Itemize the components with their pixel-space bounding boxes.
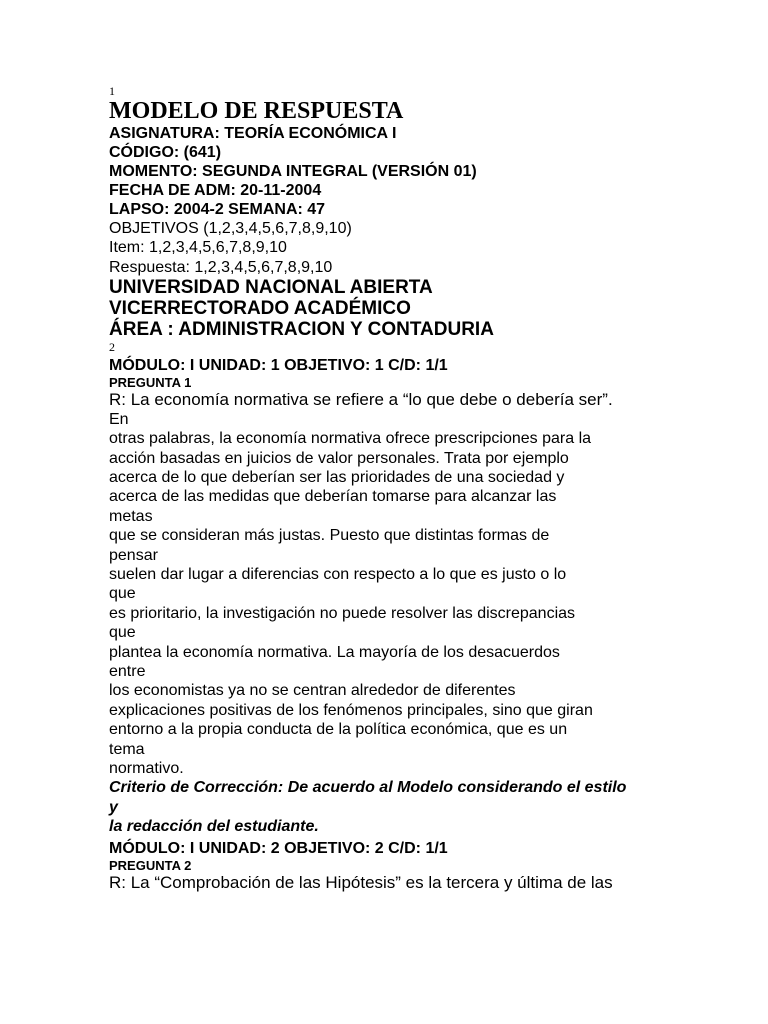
q1-answer-line: R: La economía normativa se refiere a “lo que debe o debería ser”. — [109, 390, 613, 410]
page-number: 1 — [109, 84, 115, 98]
q1-answer-line: acerca de las medidas que deberían tomarse para alcanzar las — [109, 488, 557, 506]
q2-modulo-heading: MÓDULO: I UNIDAD: 2 OBJETIVO: 2 C/D: 1/1 — [109, 839, 448, 857]
codigo-line: CÓDIGO: (641) — [109, 144, 222, 161]
q2-pregunta-label: PREGUNTA 2 — [109, 857, 192, 873]
q1-answer-line: En — [109, 410, 129, 428]
q1-answer-line: es prioritario, la investigación no puede resolver las discrepancias — [109, 604, 576, 622]
q1-answer-line: los economistas ya no se centran alrededor de diferentes — [109, 682, 516, 700]
q1-answer-line: explicaciones positivas de los fenómenos principales, sino que giran — [109, 701, 593, 719]
lapso-line: LAPSO: 2004-2 SEMANA: 47 — [109, 201, 326, 218]
document-title: MODELO DE RESPUESTA — [109, 98, 404, 124]
q1-answer-line: tema — [109, 740, 145, 758]
q2-answer-line: R: La “Comprobación de las Hipótesis” es la tercera y última de las — [109, 872, 613, 892]
q1-modulo-heading: MÓDULO: I UNIDAD: 1 OBJETIVO: 1 C/D: 1/1 — [109, 357, 448, 375]
document-content — [109, 84, 669, 892]
q1-answer-line: acción basadas en juicios de valor personales. Trata por ejemplo — [109, 449, 569, 467]
fecha-line: FECHA DE ADM: 20-11-2004 — [109, 182, 322, 199]
q1-answer-line: plantea la economía normativa. La mayoría de los desacuerdos — [109, 643, 560, 661]
q1-answer-line: acerca de lo que deberían ser las prioridades de una sociedad y — [109, 468, 565, 486]
respuesta-line: Respuesta: 1,2,3,4,5,6,7,8,9,10 — [109, 258, 333, 276]
q1-pregunta-label: PREGUNTA 1 — [109, 375, 192, 391]
asignatura-line: ASIGNATURA: TEORÍA ECONÓMICA I — [109, 125, 397, 142]
item-line: Item: 1,2,3,4,5,6,7,8,9,10 — [109, 239, 287, 257]
objetivos-line: OBJETIVOS (1,2,3,4,5,6,7,8,9,10) — [109, 220, 352, 237]
q1-answer-line: que se consideran más justas. Puesto que distintas formas de — [109, 527, 550, 545]
q1-answer-line: entre — [109, 663, 146, 680]
q1-answer-line: pensar — [109, 546, 158, 564]
q1-answer-line: metas — [109, 507, 153, 525]
vicerrectorado-line: VICERRECTORADO ACADÉMICO — [109, 298, 411, 320]
q1-answer-line: que — [109, 624, 136, 642]
q1-criterio-line: y — [109, 798, 118, 816]
area-line: ÁREA : ADMINISTRACION Y CONTADURIA — [109, 319, 494, 341]
momento-line: MOMENTO: SEGUNDA INTEGRAL (VERSIÓN 01) — [109, 163, 477, 180]
q1-answer-line: otras palabras, la economía normativa ofrece prescripciones para la — [109, 430, 592, 448]
q1-answer-line: normativo. — [109, 760, 184, 778]
q1-answer-line: que — [109, 585, 136, 603]
universidad-line: UNIVERSIDAD NACIONAL ABIERTA — [109, 277, 433, 299]
q1-criterio-line: la redacción del estudiante. — [109, 818, 319, 836]
q1-criterio-line: Criterio de Corrección: De acuerdo al Modelo considerando el estilo — [109, 779, 627, 797]
page-number: 2 — [109, 340, 115, 355]
q1-answer-line: entorno a la propia conducta de la política económica, que es un — [109, 721, 568, 739]
q1-answer-line: suelen dar lugar a diferencias con respecto a lo que es justo o lo — [109, 565, 567, 583]
